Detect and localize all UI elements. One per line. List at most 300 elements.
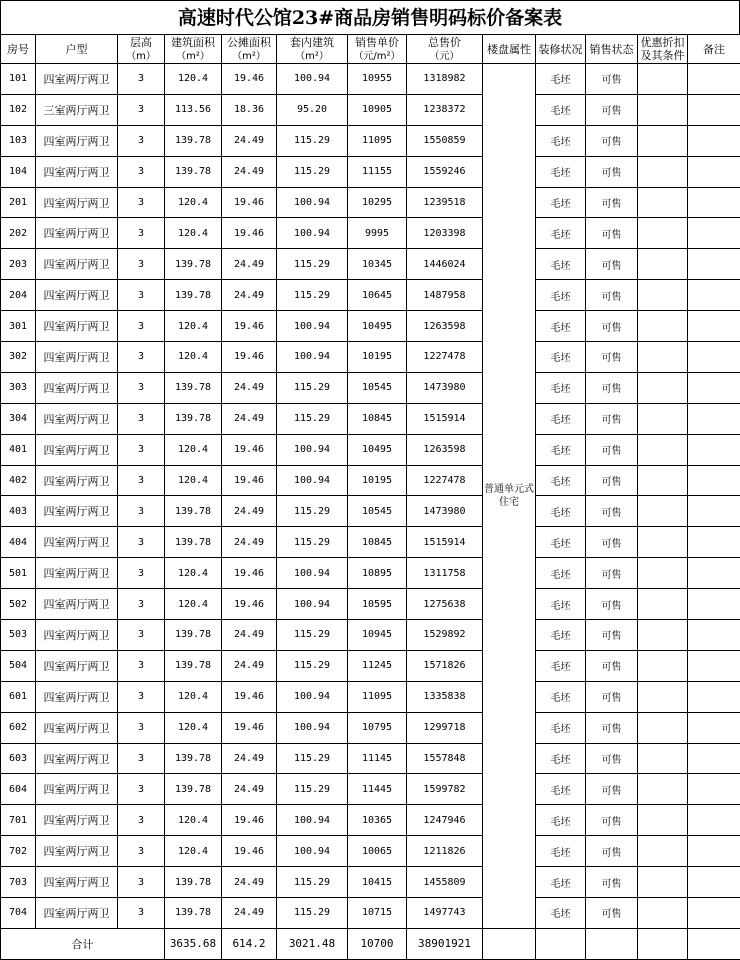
total-price: 1559246 (407, 156, 483, 187)
shared-area: 19.46 (222, 311, 277, 342)
sale-status: 可售 (586, 372, 638, 403)
floor-height: 3 (118, 64, 165, 95)
unit-price: 10495 (348, 434, 407, 465)
table-row (1, 372, 740, 403)
header-decoration: 装修状况 (536, 35, 586, 64)
table-row (1, 218, 740, 249)
sale-status: 可售 (586, 898, 638, 929)
remark-cell (688, 712, 740, 743)
shared-area: 19.46 (222, 589, 277, 620)
table-row (1, 805, 740, 836)
remark-cell (688, 434, 740, 465)
unit-price: 10545 (348, 496, 407, 527)
discount-cell (638, 94, 688, 125)
total-price: 1455809 (407, 867, 483, 898)
room-number: 403 (1, 496, 36, 527)
room-number: 202 (1, 218, 36, 249)
sale-status: 可售 (586, 187, 638, 218)
sheet-title: 高速时代公馆23#商品房销售明码标价备案表 (0, 0, 740, 34)
floor-height: 3 (118, 372, 165, 403)
discount-cell (638, 805, 688, 836)
header-row (1, 35, 740, 64)
floor-height: 3 (118, 681, 165, 712)
sale-status: 可售 (586, 342, 638, 373)
total-price: 1446024 (407, 249, 483, 280)
remark-cell (688, 527, 740, 558)
shared-area: 24.49 (222, 898, 277, 929)
gross-area: 120.4 (165, 558, 222, 589)
room-number: 701 (1, 805, 36, 836)
sale-status: 可售 (586, 774, 638, 805)
room-number: 702 (1, 836, 36, 867)
inner-area: 115.29 (277, 372, 348, 403)
table-row (1, 836, 740, 867)
floor-height: 3 (118, 805, 165, 836)
discount-cell (638, 836, 688, 867)
gross-area: 139.78 (165, 527, 222, 558)
remark-cell (688, 558, 740, 589)
table-row (1, 403, 740, 434)
gross-area: 139.78 (165, 743, 222, 774)
inner-area: 115.29 (277, 650, 348, 681)
decoration-status: 毛坯 (536, 527, 586, 558)
room-number: 304 (1, 403, 36, 434)
discount-cell (638, 465, 688, 496)
unit-price: 10595 (348, 589, 407, 620)
room-number: 204 (1, 280, 36, 311)
remark-cell (688, 465, 740, 496)
total-price: 1599782 (407, 774, 483, 805)
inner-area: 115.29 (277, 774, 348, 805)
table-body (1, 64, 740, 929)
total-price: 1263598 (407, 434, 483, 465)
totals-total-price: 38901921 (407, 928, 483, 959)
discount-cell (638, 650, 688, 681)
decoration-status: 毛坯 (536, 94, 586, 125)
remark-cell (688, 249, 740, 280)
discount-cell (638, 496, 688, 527)
room-number: 604 (1, 774, 36, 805)
shared-area: 19.46 (222, 712, 277, 743)
gross-area: 120.4 (165, 342, 222, 373)
sale-status: 可售 (586, 434, 638, 465)
total-price: 1203398 (407, 218, 483, 249)
discount-cell (638, 558, 688, 589)
inner-area: 100.94 (277, 311, 348, 342)
header-discount: 优惠折扣 及其条件 (638, 35, 688, 64)
header-inner-area: 套内建筑 （m²） (277, 35, 348, 64)
totals-unit-price: 10700 (348, 928, 407, 959)
table-row (1, 125, 740, 156)
unit-price: 9995 (348, 218, 407, 249)
remark-cell (688, 620, 740, 651)
inner-area: 115.29 (277, 620, 348, 651)
total-price: 1515914 (407, 527, 483, 558)
decoration-status: 毛坯 (536, 558, 586, 589)
unit-price: 10905 (348, 94, 407, 125)
sale-status: 可售 (586, 589, 638, 620)
total-price: 1473980 (407, 372, 483, 403)
unit-price: 10365 (348, 805, 407, 836)
unit-price: 11095 (348, 125, 407, 156)
total-price: 1473980 (407, 496, 483, 527)
unit-layout: 四室两厅两卫 (36, 867, 118, 898)
sale-status: 可售 (586, 64, 638, 95)
inner-area: 100.94 (277, 434, 348, 465)
unit-layout: 四室两厅两卫 (36, 620, 118, 651)
total-price: 1318982 (407, 64, 483, 95)
shared-area: 19.46 (222, 681, 277, 712)
unit-layout: 四室两厅两卫 (36, 589, 118, 620)
decoration-status: 毛坯 (536, 403, 586, 434)
table-row (1, 280, 740, 311)
floor-height: 3 (118, 403, 165, 434)
room-number: 603 (1, 743, 36, 774)
remark-cell (688, 681, 740, 712)
decoration-status: 毛坯 (536, 156, 586, 187)
inner-area: 115.29 (277, 249, 348, 280)
remark-cell (688, 774, 740, 805)
remark-cell (688, 650, 740, 681)
table-row (1, 774, 740, 805)
unit-layout: 四室两厅两卫 (36, 125, 118, 156)
sale-status: 可售 (586, 218, 638, 249)
floor-height: 3 (118, 712, 165, 743)
gross-area: 139.78 (165, 403, 222, 434)
room-number: 103 (1, 125, 36, 156)
decoration-status: 毛坯 (536, 774, 586, 805)
shared-area: 19.46 (222, 836, 277, 867)
unit-layout: 四室两厅两卫 (36, 280, 118, 311)
floor-height: 3 (118, 94, 165, 125)
decoration-status: 毛坯 (536, 712, 586, 743)
sale-status: 可售 (586, 650, 638, 681)
room-number: 404 (1, 527, 36, 558)
unit-price: 10065 (348, 836, 407, 867)
total-price: 1487958 (407, 280, 483, 311)
room-number: 201 (1, 187, 36, 218)
decoration-status: 毛坯 (536, 681, 586, 712)
unit-layout: 四室两厅两卫 (36, 465, 118, 496)
price-table (0, 34, 740, 960)
room-number: 302 (1, 342, 36, 373)
sale-status: 可售 (586, 465, 638, 496)
room-number: 704 (1, 898, 36, 929)
discount-cell (638, 527, 688, 558)
decoration-status: 毛坯 (536, 589, 586, 620)
decoration-status: 毛坯 (536, 743, 586, 774)
total-price: 1497743 (407, 898, 483, 929)
unit-price: 10195 (348, 465, 407, 496)
discount-cell (638, 280, 688, 311)
inner-area: 100.94 (277, 64, 348, 95)
discount-cell (638, 156, 688, 187)
shared-area: 24.49 (222, 620, 277, 651)
discount-cell (638, 898, 688, 929)
inner-area: 115.29 (277, 156, 348, 187)
unit-layout: 四室两厅两卫 (36, 681, 118, 712)
remark-cell (688, 280, 740, 311)
table-row (1, 620, 740, 651)
remark-cell (688, 64, 740, 95)
decoration-status: 毛坯 (536, 311, 586, 342)
unit-price: 11445 (348, 774, 407, 805)
inner-area: 100.94 (277, 218, 348, 249)
decoration-status: 毛坯 (536, 620, 586, 651)
header-room: 房号 (1, 35, 36, 64)
gross-area: 139.78 (165, 867, 222, 898)
remark-cell (688, 311, 740, 342)
floor-height: 3 (118, 743, 165, 774)
shared-area: 19.46 (222, 64, 277, 95)
decoration-status: 毛坯 (536, 64, 586, 95)
floor-height: 3 (118, 589, 165, 620)
gross-area: 113.56 (165, 94, 222, 125)
sale-status: 可售 (586, 527, 638, 558)
inner-area: 115.29 (277, 527, 348, 558)
sale-status: 可售 (586, 805, 638, 836)
table-row (1, 187, 740, 218)
table-row (1, 94, 740, 125)
unit-price: 10195 (348, 342, 407, 373)
remark-cell (688, 743, 740, 774)
gross-area: 120.4 (165, 311, 222, 342)
decoration-status: 毛坯 (536, 280, 586, 311)
room-number: 203 (1, 249, 36, 280)
discount-cell (638, 589, 688, 620)
gross-area: 139.78 (165, 125, 222, 156)
discount-cell (638, 249, 688, 280)
room-number: 504 (1, 650, 36, 681)
shared-area: 24.49 (222, 156, 277, 187)
gross-area: 139.78 (165, 249, 222, 280)
table-row (1, 867, 740, 898)
discount-cell (638, 403, 688, 434)
gross-area: 120.4 (165, 434, 222, 465)
table-row (1, 496, 740, 527)
inner-area: 115.29 (277, 403, 348, 434)
table-row (1, 558, 740, 589)
table-row (1, 589, 740, 620)
shared-area: 18.36 (222, 94, 277, 125)
remark-cell (688, 187, 740, 218)
unit-price: 10495 (348, 311, 407, 342)
header-unit-price: 销售单价 （元/m²） (348, 35, 407, 64)
sale-status: 可售 (586, 867, 638, 898)
table-row (1, 712, 740, 743)
shared-area: 24.49 (222, 867, 277, 898)
header-layout: 户型 (36, 35, 118, 64)
unit-price: 10845 (348, 527, 407, 558)
sale-status: 可售 (586, 156, 638, 187)
totals-shared-area: 614.2 (222, 928, 277, 959)
room-number: 401 (1, 434, 36, 465)
unit-layout: 四室两厅两卫 (36, 64, 118, 95)
header-floor-height: 层高 （m） (118, 35, 165, 64)
unit-layout: 四室两厅两卫 (36, 342, 118, 373)
unit-price: 11145 (348, 743, 407, 774)
floor-height: 3 (118, 898, 165, 929)
floor-height: 3 (118, 156, 165, 187)
inner-area: 95.20 (277, 94, 348, 125)
unit-price: 10895 (348, 558, 407, 589)
header-property-type: 楼盘属性 (483, 35, 536, 64)
unit-price: 10715 (348, 898, 407, 929)
unit-price: 10415 (348, 867, 407, 898)
sale-status: 可售 (586, 836, 638, 867)
decoration-status: 毛坯 (536, 805, 586, 836)
shared-area: 24.49 (222, 774, 277, 805)
unit-price: 10295 (348, 187, 407, 218)
inner-area: 100.94 (277, 712, 348, 743)
inner-area: 100.94 (277, 681, 348, 712)
gross-area: 139.78 (165, 620, 222, 651)
gross-area: 120.4 (165, 465, 222, 496)
property-type-cell: 普通单元式住宅 (483, 64, 536, 929)
unit-price: 10545 (348, 372, 407, 403)
sale-status: 可售 (586, 496, 638, 527)
discount-cell (638, 774, 688, 805)
inner-area: 115.29 (277, 743, 348, 774)
room-number: 402 (1, 465, 36, 496)
remark-cell (688, 125, 740, 156)
decoration-status: 毛坯 (536, 218, 586, 249)
unit-price: 10845 (348, 403, 407, 434)
unit-layout: 四室两厅两卫 (36, 249, 118, 280)
shared-area: 24.49 (222, 125, 277, 156)
floor-height: 3 (118, 249, 165, 280)
sale-status: 可售 (586, 249, 638, 280)
header-remark: 备注 (688, 35, 740, 64)
room-number: 501 (1, 558, 36, 589)
sale-status: 可售 (586, 681, 638, 712)
unit-layout: 四室两厅两卫 (36, 774, 118, 805)
gross-area: 120.4 (165, 589, 222, 620)
discount-cell (638, 620, 688, 651)
unit-price: 11155 (348, 156, 407, 187)
sale-status: 可售 (586, 620, 638, 651)
shared-area: 19.46 (222, 218, 277, 249)
decoration-status: 毛坯 (536, 898, 586, 929)
table-row (1, 342, 740, 373)
header-shared-area: 公摊面积 （m²） (222, 35, 277, 64)
table-row (1, 434, 740, 465)
gross-area: 120.4 (165, 805, 222, 836)
inner-area: 115.29 (277, 496, 348, 527)
room-number: 301 (1, 311, 36, 342)
sale-status: 可售 (586, 280, 638, 311)
inner-area: 100.94 (277, 836, 348, 867)
floor-height: 3 (118, 311, 165, 342)
total-price: 1299718 (407, 712, 483, 743)
unit-layout: 三室两厅两卫 (36, 94, 118, 125)
gross-area: 139.78 (165, 372, 222, 403)
total-price: 1557848 (407, 743, 483, 774)
shared-area: 19.46 (222, 187, 277, 218)
table-row (1, 650, 740, 681)
total-price: 1227478 (407, 465, 483, 496)
sale-status: 可售 (586, 403, 638, 434)
gross-area: 139.78 (165, 280, 222, 311)
remark-cell (688, 589, 740, 620)
unit-layout: 四室两厅两卫 (36, 650, 118, 681)
unit-layout: 四室两厅两卫 (36, 403, 118, 434)
header-total-price: 总售价 （元） (407, 35, 483, 64)
unit-layout: 四室两厅两卫 (36, 218, 118, 249)
table-row (1, 249, 740, 280)
room-number: 101 (1, 64, 36, 95)
floor-height: 3 (118, 558, 165, 589)
remark-cell (688, 218, 740, 249)
shared-area: 19.46 (222, 465, 277, 496)
discount-cell (638, 311, 688, 342)
floor-height: 3 (118, 125, 165, 156)
gross-area: 139.78 (165, 496, 222, 527)
unit-layout: 四室两厅两卫 (36, 496, 118, 527)
decoration-status: 毛坯 (536, 187, 586, 218)
discount-cell (638, 743, 688, 774)
discount-cell (638, 681, 688, 712)
shared-area: 24.49 (222, 403, 277, 434)
shared-area: 19.46 (222, 434, 277, 465)
decoration-status: 毛坯 (536, 434, 586, 465)
shared-area: 24.49 (222, 527, 277, 558)
decoration-status: 毛坯 (536, 496, 586, 527)
room-number: 502 (1, 589, 36, 620)
remark-cell (688, 156, 740, 187)
unit-layout: 四室两厅两卫 (36, 527, 118, 558)
sale-status: 可售 (586, 125, 638, 156)
room-number: 503 (1, 620, 36, 651)
total-price: 1550859 (407, 125, 483, 156)
discount-cell (638, 372, 688, 403)
shared-area: 19.46 (222, 805, 277, 836)
total-price: 1239518 (407, 187, 483, 218)
discount-cell (638, 125, 688, 156)
remark-cell (688, 867, 740, 898)
sale-status: 可售 (586, 94, 638, 125)
table-row (1, 311, 740, 342)
shared-area: 24.49 (222, 496, 277, 527)
total-price: 1529892 (407, 620, 483, 651)
decoration-status: 毛坯 (536, 342, 586, 373)
totals-inner-area: 3021.48 (277, 928, 348, 959)
table-row (1, 527, 740, 558)
discount-cell (638, 218, 688, 249)
shared-area: 24.49 (222, 743, 277, 774)
inner-area: 100.94 (277, 805, 348, 836)
gross-area: 120.4 (165, 64, 222, 95)
floor-height: 3 (118, 434, 165, 465)
total-price: 1263598 (407, 311, 483, 342)
floor-height: 3 (118, 496, 165, 527)
floor-height: 3 (118, 836, 165, 867)
shared-area: 19.46 (222, 342, 277, 373)
total-price: 1311758 (407, 558, 483, 589)
decoration-status: 毛坯 (536, 465, 586, 496)
inner-area: 115.29 (277, 125, 348, 156)
unit-layout: 四室两厅两卫 (36, 434, 118, 465)
gross-area: 139.78 (165, 650, 222, 681)
table-row (1, 681, 740, 712)
room-number: 102 (1, 94, 36, 125)
total-price: 1247946 (407, 805, 483, 836)
gross-area: 139.78 (165, 774, 222, 805)
inner-area: 100.94 (277, 589, 348, 620)
inner-area: 115.29 (277, 898, 348, 929)
gross-area: 120.4 (165, 836, 222, 867)
gross-area: 139.78 (165, 898, 222, 929)
